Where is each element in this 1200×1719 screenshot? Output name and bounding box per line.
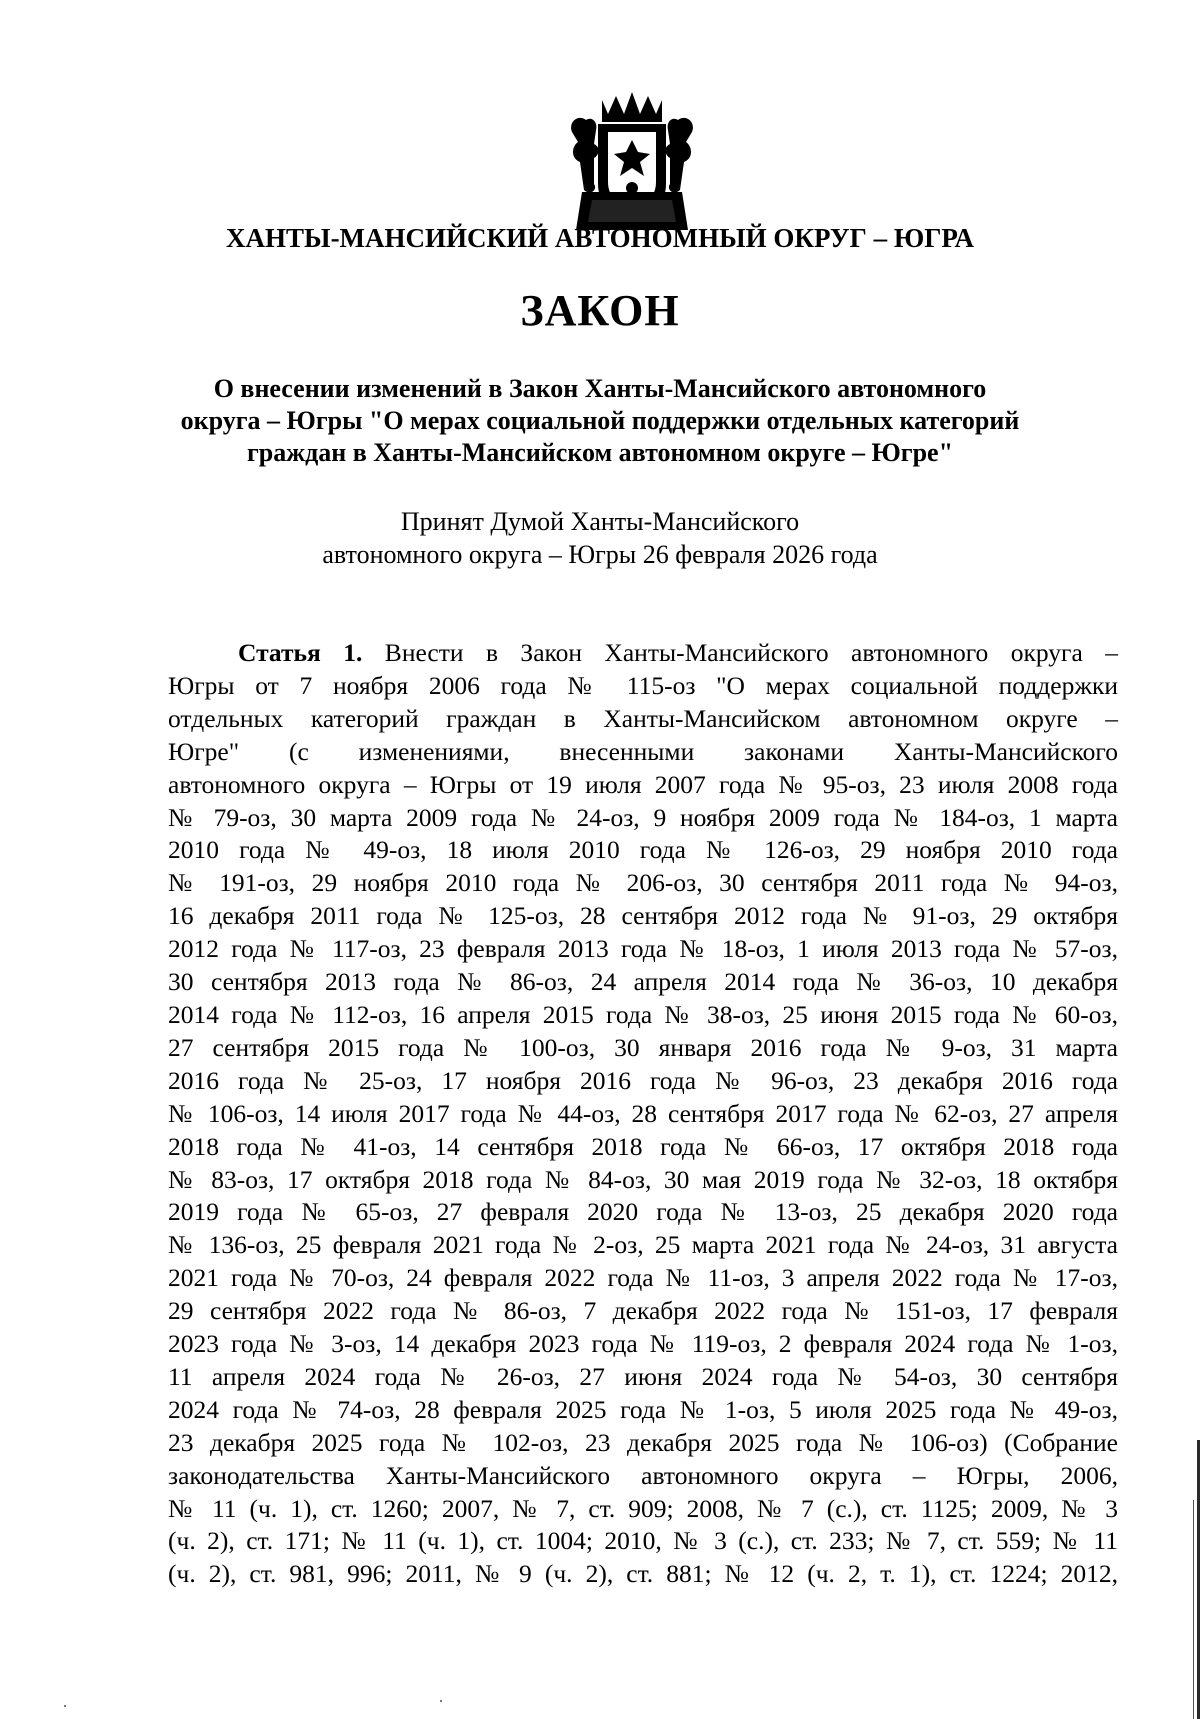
article-line: 11 апреля 2024 года № 26-оз, 27 июня 2024 года № 54-оз, 30 сентября bbox=[168, 1361, 1118, 1391]
article-line: № 83-оз, 17 октября 2018 года № 84-оз, 30 мая 2019 года № 32-оз, 18 октября bbox=[168, 1164, 1118, 1194]
article-line: отдельных категорий граждан в Ханты-Мансийском автономном округе – bbox=[168, 703, 1118, 733]
article-line: (ч. 2), ст. 981, 996; 2011, № 9 (ч. 2), ст. 881; № 12 (ч. 2, т. 1), ст. 1224; 2012, bbox=[168, 1559, 1118, 1589]
article-line: № 106-оз, 14 июля 2017 года № 44-оз, 28 сентября 2017 года № 62-оз, 27 апреля bbox=[168, 1098, 1118, 1128]
article-line: законодательства Ханты-Мансийского автономного округа – Югры, 2006, bbox=[168, 1460, 1118, 1490]
law-title-line: округа – Югры "О мерах социальной поддержки отдельных категорий bbox=[180, 406, 1020, 435]
article-line: 2012 года № 117-оз, 23 февраля 2013 года № 18-оз, 1 июля 2013 года № 57-оз, bbox=[168, 934, 1118, 964]
article-line: 30 сентября 2013 года № 86-оз, 24 апреля 2014 года № 36-оз, 10 декабря bbox=[168, 967, 1118, 997]
adoption-line: Принят Думой Ханты-Мансийского bbox=[400, 507, 800, 536]
article-line: 2023 года № 3-оз, 14 декабря 2023 года № 119-оз, 2 февраля 2024 года № 1-оз, bbox=[168, 1329, 1118, 1359]
article-line: 2019 года № 65-оз, 27 февраля 2020 года № 13-оз, 25 декабря 2020 года bbox=[168, 1197, 1118, 1227]
article-line: 2016 года № 25-оз, 17 ноября 2016 года № 96-оз, 23 декабря 2016 года bbox=[168, 1065, 1118, 1095]
law-title-line: О внесении изменений в Закон Ханты-Мансийского автономного bbox=[213, 374, 987, 403]
article-line: 29 сентября 2022 года № 86-оз, 7 декабря 2022 года № 151-оз, 17 февраля bbox=[168, 1296, 1118, 1326]
article-line: 16 декабря 2011 года № 125-оз, 28 сентября 2012 года № 91-оз, 29 октября bbox=[168, 901, 1118, 931]
article-line: 2021 года № 70-оз, 24 февраля 2022 года № 11-оз, 3 апреля 2022 года № 17-оз, bbox=[168, 1263, 1118, 1293]
article-line: № 11 (ч. 1), ст. 1260; 2007, № 7, ст. 909; 2008, № 7 (с.), ст. 1125; 2009, № 3 bbox=[168, 1493, 1118, 1523]
article-line bbox=[168, 637, 1118, 670]
coat-of-arms-icon bbox=[568, 92, 696, 232]
scan-speck bbox=[440, 1700, 442, 1702]
adoption-line: автономного округа – Югры 26 февраля 2026 года bbox=[322, 540, 878, 569]
article-line: 27 сентября 2015 года № 100-оз, 30 января 2016 года № 9-оз, 31 марта bbox=[168, 1032, 1118, 1062]
article-line: 2014 года № 112-оз, 16 апреля 2015 года № 38-оз, 25 июня 2015 года № 60-оз, bbox=[168, 999, 1118, 1029]
scan-edge-shadow bbox=[1193, 1500, 1194, 1719]
article-line: автономного округа – Югры от 19 июля 2007 года № 95-оз, 23 июля 2008 года bbox=[168, 769, 1118, 799]
article-line: (ч. 2), ст. 171; № 11 (ч. 1), ст. 1004; 2010, № 3 (с.), ст. 233; № 7, ст. 559; № 11 bbox=[168, 1526, 1118, 1556]
article-line: 2018 года № 41-оз, 14 сентября 2018 года № 66-оз, 17 октября 2018 года bbox=[168, 1131, 1118, 1161]
article-line: 2010 года № 49-оз, 18 июля 2010 года № 126-оз, 29 ноября 2010 года bbox=[168, 835, 1118, 865]
article-line: 23 декабря 2025 года № 102-оз, 23 декабря 2025 года № 106-оз) (Собрание bbox=[168, 1427, 1118, 1457]
adoption-note bbox=[150, 505, 1050, 571]
law-title-line: граждан в Ханты-Мансийском автономном округе – Югре" bbox=[246, 438, 954, 467]
law-title bbox=[150, 373, 1050, 469]
article-line-text: Внести в Закон Ханты-Мансийского автономного округа – bbox=[362, 638, 1118, 667]
article-line: Югры от 7 ноября 2006 года № 115-оз "О мерах социальной поддержки bbox=[168, 670, 1118, 700]
region-name: ХАНТЫ-МАНСИЙСКИЙ АВТОНОМНЫЙ ОКРУГ – ЮГРА bbox=[226, 223, 974, 253]
scan-speck bbox=[64, 1705, 66, 1707]
article-line: № 136-оз, 25 февраля 2021 года № 2-оз, 25 марта 2021 года № 24-оз, 31 августа bbox=[168, 1230, 1118, 1260]
article-line: 2024 года № 74-оз, 28 февраля 2025 года № 1-оз, 5 июля 2025 года № 49-оз, bbox=[168, 1394, 1118, 1424]
document-type: ЗАКОН bbox=[520, 286, 680, 335]
article-line: № 79-оз, 30 марта 2009 года № 24-оз, 9 ноября 2009 года № 184-оз, 1 марта bbox=[168, 802, 1118, 832]
article-line: № 191-оз, 29 ноября 2010 года № 206-оз, 30 сентября 2011 года № 94-оз, bbox=[168, 868, 1118, 898]
article-label: Статья 1. bbox=[238, 638, 363, 667]
article-line: Югре" (с изменениями, внесенными законами Ханты-Мансийского bbox=[168, 736, 1118, 766]
article-1 bbox=[168, 637, 1118, 1591]
